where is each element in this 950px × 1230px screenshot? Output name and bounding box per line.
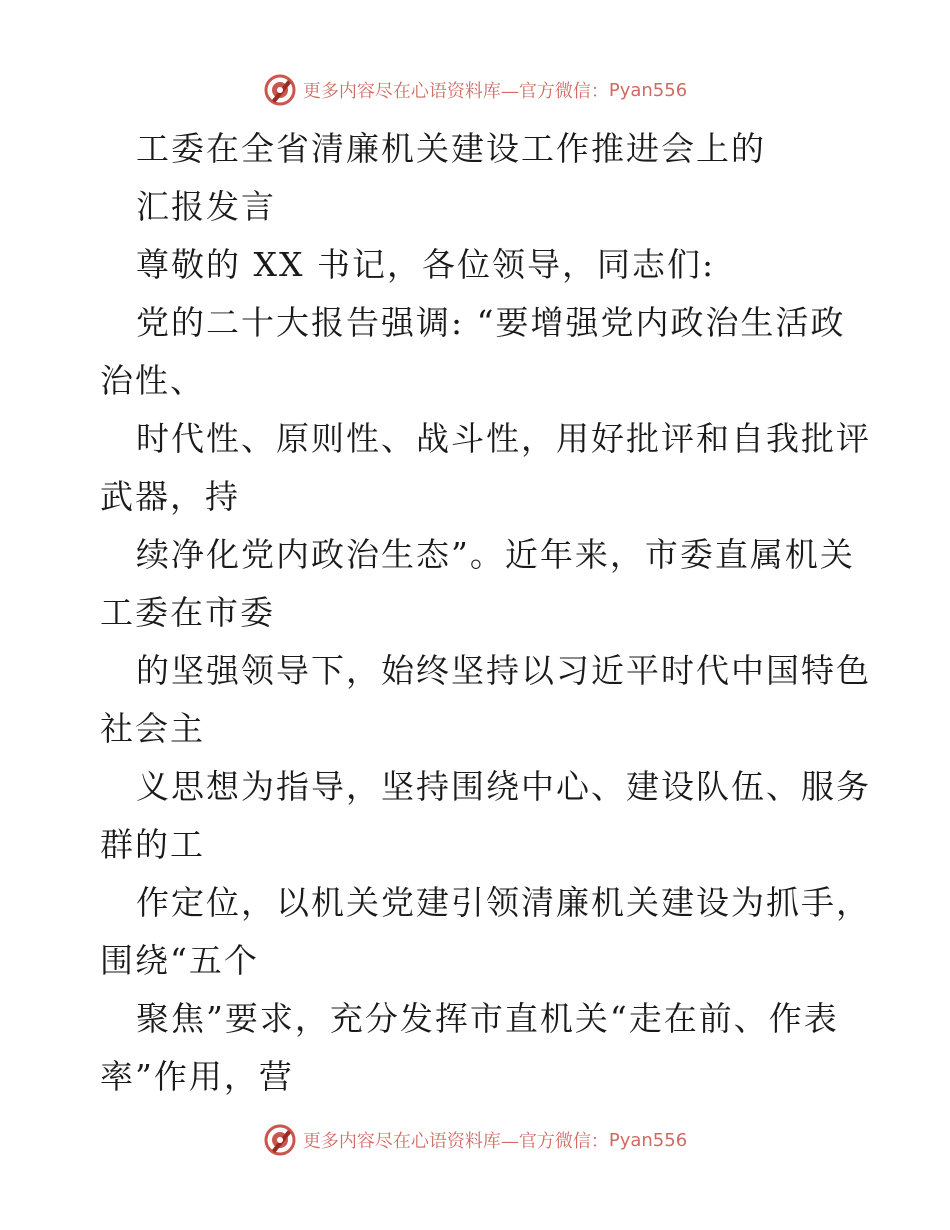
footer-watermark-text: 更多内容尽在心语资料库—官方微信：	[302, 1131, 609, 1152]
footer-watermark-wechat-id: Pyan556	[608, 1129, 688, 1151]
header-watermark	[0, 70, 950, 110]
text-line: 作定位，以机关党建引领清廉机关建设为抓手，	[136, 883, 871, 922]
text-line: 汇报发言	[136, 187, 276, 226]
document-body	[100, 120, 871, 1106]
text-line: 群的工	[100, 825, 205, 864]
text-line: 义思想为指导，坚持围绕中心、建设队伍、服务	[136, 767, 871, 806]
text-line: 社会主	[100, 709, 205, 748]
text-line: 武器，持	[100, 477, 240, 516]
text-line: 尊敬的 XX 书记，各位领导，同志们:	[136, 245, 716, 284]
footer-watermark	[0, 1120, 950, 1160]
text-line: 续净化党内政治生态”。近年来，市委直属机关	[136, 535, 855, 574]
text-line: 时代性、原则性、战斗性，用好批评和自我批评	[136, 419, 871, 458]
pen-logo-icon	[263, 73, 297, 107]
text-line: 工委在市委	[100, 593, 275, 632]
text-line: 围绕“五个	[100, 941, 259, 980]
text-line: 的坚强领导下，始终坚持以习近平时代中国特色	[136, 651, 871, 690]
header-watermark-wechat-id: Pyan556	[608, 79, 688, 101]
text-line: 率”作用，营	[100, 1057, 294, 1096]
text-line: 治性、	[100, 361, 205, 400]
pen-logo-icon	[263, 1123, 297, 1157]
header-watermark-text: 更多内容尽在心语资料库—官方微信：	[302, 81, 609, 102]
text-line: 聚焦”要求，充分发挥市直机关“走在前、作表	[136, 999, 839, 1038]
text-line: 党的二十大报告强调: “要增强党内政治生活政	[136, 303, 846, 342]
text-line: 工委在全省清廉机关建设工作推进会上的	[136, 129, 766, 168]
